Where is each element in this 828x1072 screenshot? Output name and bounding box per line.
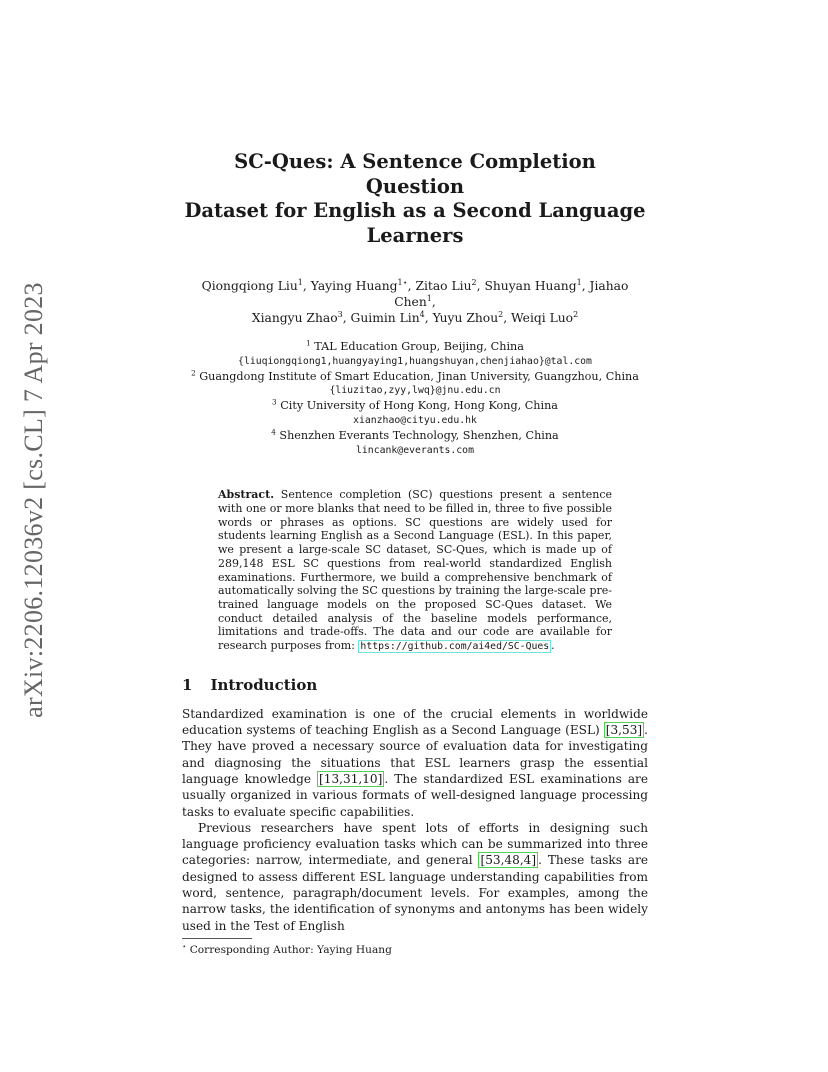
footnote-text: Corresponding Author: Yaying Huang [189,943,392,956]
abstract-end: . [551,639,555,653]
affiliation-name [182,367,648,385]
author-affiliation-mark: 1 [426,293,432,303]
affiliation-text: TAL Education Group, Beijing, China [310,340,524,353]
author-list [182,278,648,326]
paragraph-2-text-a: Previous researchers have spent lots of efforts in designing such language proficiency evaluation tasks which can be summarized into three categories: narrow, intermediate, and general [182,820,648,868]
author-name: Yuyu Zhou [432,311,499,325]
author-name: Xiangyu Zhao [251,311,338,325]
author-name: Qiongqiong Liu [201,279,298,293]
author-affiliation-mark: 1 [297,277,303,287]
affiliation-email: xianzhao@cityu.edu.hk [353,414,477,426]
section-number: 1 [182,675,193,694]
author-name: Yaying Huang [310,279,398,293]
author-affiliation-mark: 2 [573,309,579,319]
title-line-1: SC-Ques: A Sentence Completion Question [234,150,596,198]
author-affiliation-mark: 3 [337,309,343,319]
affiliation-name [182,340,648,355]
author-name: Jiahao Chen [394,279,629,309]
author-name: Weiqi Luo [511,311,574,325]
affiliation-email: {liuqiongqiong1,huangyaying1,huangshuyan,chenjiahao}@tal.com [238,355,592,367]
title-line-2: Dataset for English as a Second Language [184,199,646,222]
author-affiliation-mark: 1⋆ [397,277,408,287]
author-name: Zitao Liu [415,279,472,293]
section-heading-introduction [182,676,648,694]
footnote-divider [182,938,252,939]
arxiv-sidebar [18,282,50,718]
paragraph-2 [182,820,648,934]
author-name: Shuyan Huang [484,279,577,293]
affiliation-number: 4 [271,427,276,437]
affiliation-list [182,340,648,458]
affiliation-email: lincank@everants.com [356,444,474,456]
author-affiliation-mark: 4 [419,309,425,319]
author-line-1: Qiongqiong Liu$^1$, Yaying Huang$^{1⋆}$, Zitao Liu$^2$, Shuyan Huang$^1$, Jiahao Chen$^1$, [201,277,629,309]
affiliation-text: Shenzhen Everants Technology, Shenzhen, China [275,428,559,442]
paper-page [182,150,648,957]
paragraph-2-text-b: . These tasks are designed to assess different ESL language understanding capabilities from word, sentence, paragraph/document levels. For examples, among the narrow tasks, the identification of synonyms and antonyms has been widely used in the Test of English [182,853,649,933]
author-affiliation-mark: 1 [576,277,582,287]
affiliation-number: 3 [272,397,277,407]
paragraph-1 [182,706,648,820]
affiliation-name [182,399,648,414]
paper-title [182,150,648,248]
abstract-text: Sentence completion (SC) questions present a sentence with one or more blanks that need to be filled in, three to five possible words or phrases as options. SC questions are widely used for students learning English as a Second Language (ESL). In this paper, we present a large-scale SC dataset, SC-Ques, which is made up of 289,148 ESL SC questions from real-world standardized English examinations. Furthermore, we build a comprehensive benchmark of automatically solving the SC questions by training the large-scale pre-trained language models on the proposed SC-Ques dataset. We conduct detailed analysis of the baseline models performance, limitations and trade-offs. The data and our code are available for research purposes from: [218,488,613,653]
paragraph-1-text-b: . They have proved a necessary source of evaluation data for investigating and diagnosing the situations that ESL learners grasp the essential language knowledge [182,723,648,786]
code-link[interactable]: https://github.com/ai4ed/SC-Ques [360,641,550,653]
author-name: Guimin Lin [350,311,420,325]
affiliation-number: 1 [306,338,311,348]
author-affiliation-mark: 2 [498,309,504,319]
author-line-2: Xiangyu Zhao$^3$, Guimin Lin$^4$, Yuyu Zhou$^2$, Weiqi Luo$^2$ [251,309,579,325]
footnote-mark: ⋆ [182,942,187,951]
title-line-3: Learners [366,223,464,247]
introduction-body [182,706,648,934]
paragraph-1-text-c: . The standardized ESL examinations are usually organized in various formats of well-designed language processing tasks to evaluate specific capabilities. [182,772,648,819]
paragraph-1-text-a: Standardized examination is one of the crucial elements in worldwide education systems of teaching English as a Second Language (ESL) [182,706,648,738]
author-affiliation-mark: 2 [471,277,477,287]
citation-link[interactable]: [13,31,10] [319,772,383,786]
affiliation-number: 2 [191,367,196,377]
abstract [218,488,612,653]
section-title: Introduction [210,675,318,694]
affiliation-name [182,429,648,444]
footnote [182,943,648,957]
citation-link[interactable]: [3,53] [605,723,643,738]
citation-link[interactable]: [53,48,4] [480,853,537,868]
affiliation-email: {liuzitao,zyy,lwq}@jnu.edu.cn [329,385,501,397]
affiliation-text: City University of Hong Kong, Hong Kong, China [276,399,558,413]
arxiv-identifier: arXiv:2206.12036v2 [cs.CL] 7 Apr 2023 [19,282,48,718]
affiliation-text: Guangdong Institute of Smart Education, Jinan University, Guangzhou, China [195,369,639,383]
abstract-label: Abstract. [218,488,275,502]
